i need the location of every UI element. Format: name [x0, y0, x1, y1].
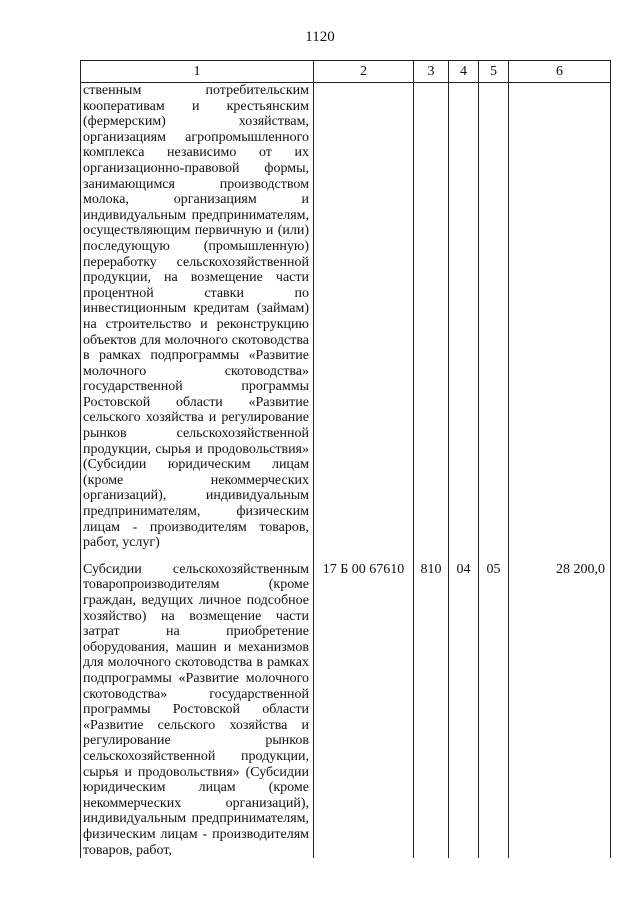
subsection-cell: 05 [479, 562, 509, 858]
column-header-1: 1 [81, 61, 314, 83]
header-row [81, 61, 611, 83]
column-header-5: 5 [479, 61, 509, 83]
column-header-6: 6 [509, 61, 611, 83]
expense-type-cell [414, 83, 449, 562]
subsection-cell [479, 83, 509, 562]
column-header-4: 4 [449, 61, 479, 83]
budget-table [80, 60, 611, 858]
section-cell [449, 83, 479, 562]
column-header-3: 3 [414, 61, 449, 83]
expense-type-cell: 810 [414, 562, 449, 858]
section-cell: 04 [449, 562, 479, 858]
target-article-code-cell: 17 Б 00 67610 [314, 562, 414, 858]
table-row [81, 83, 611, 562]
column-header-2: 2 [314, 61, 414, 83]
target-article-code-cell [314, 83, 414, 562]
table-row [81, 562, 611, 858]
row-name-cell: Субсидии сельскохозяйственным товаропроизводителям (кроме граждан, ведущих личное подсобное хозяйство) на возмещение части затрат на приобретение оборудования, машин и механизмов для молочного скотоводства в рамках подпрограммы «Развитие молочного скотоводства» государственной программы Ростовской области «Развитие сельского хозяйства и регулирование рынков сельскохозяйственной продукции, сырья и продовольствия» (Субсидии юридическим лицам (кроме некоммерческих организаций), индивидуальным предпринимателям, физическим лицам - производителям товаров, работ, [81, 562, 314, 858]
row-name-cell: ственным потребительским кооперативам и крестьянским (фермерским) хозяйствам, организациям агропромышленного комплекса независимо от их организационно-правовой формы, занимающимся производством молока, организациям и индивидуальным предпринимателям, осуществляющим первичную и (или) последующую (промышленную) переработку сельскохозяйственной продукции, на возмещение части процентной ставки по инвестиционным кредитам (займам) на строительство и реконструкцию объектов для молочного скотоводства в рамках подпрограммы «Развитие молочного скотоводства» государственной программы Ростовской области «Развитие сельского хозяйства и регулирование рынков сельскохозяйственной продукции, сырья и продовольствия» (Субсидии юридическим лицам (кроме некоммерческих организаций), индивидуальным предпринимателям, физическим лицам - производителям товаров, работ, услуг) [81, 83, 314, 562]
page-number: 1120 [305, 29, 335, 45]
amount-cell [509, 83, 611, 562]
amount-cell: 28 200,0 [509, 562, 611, 858]
